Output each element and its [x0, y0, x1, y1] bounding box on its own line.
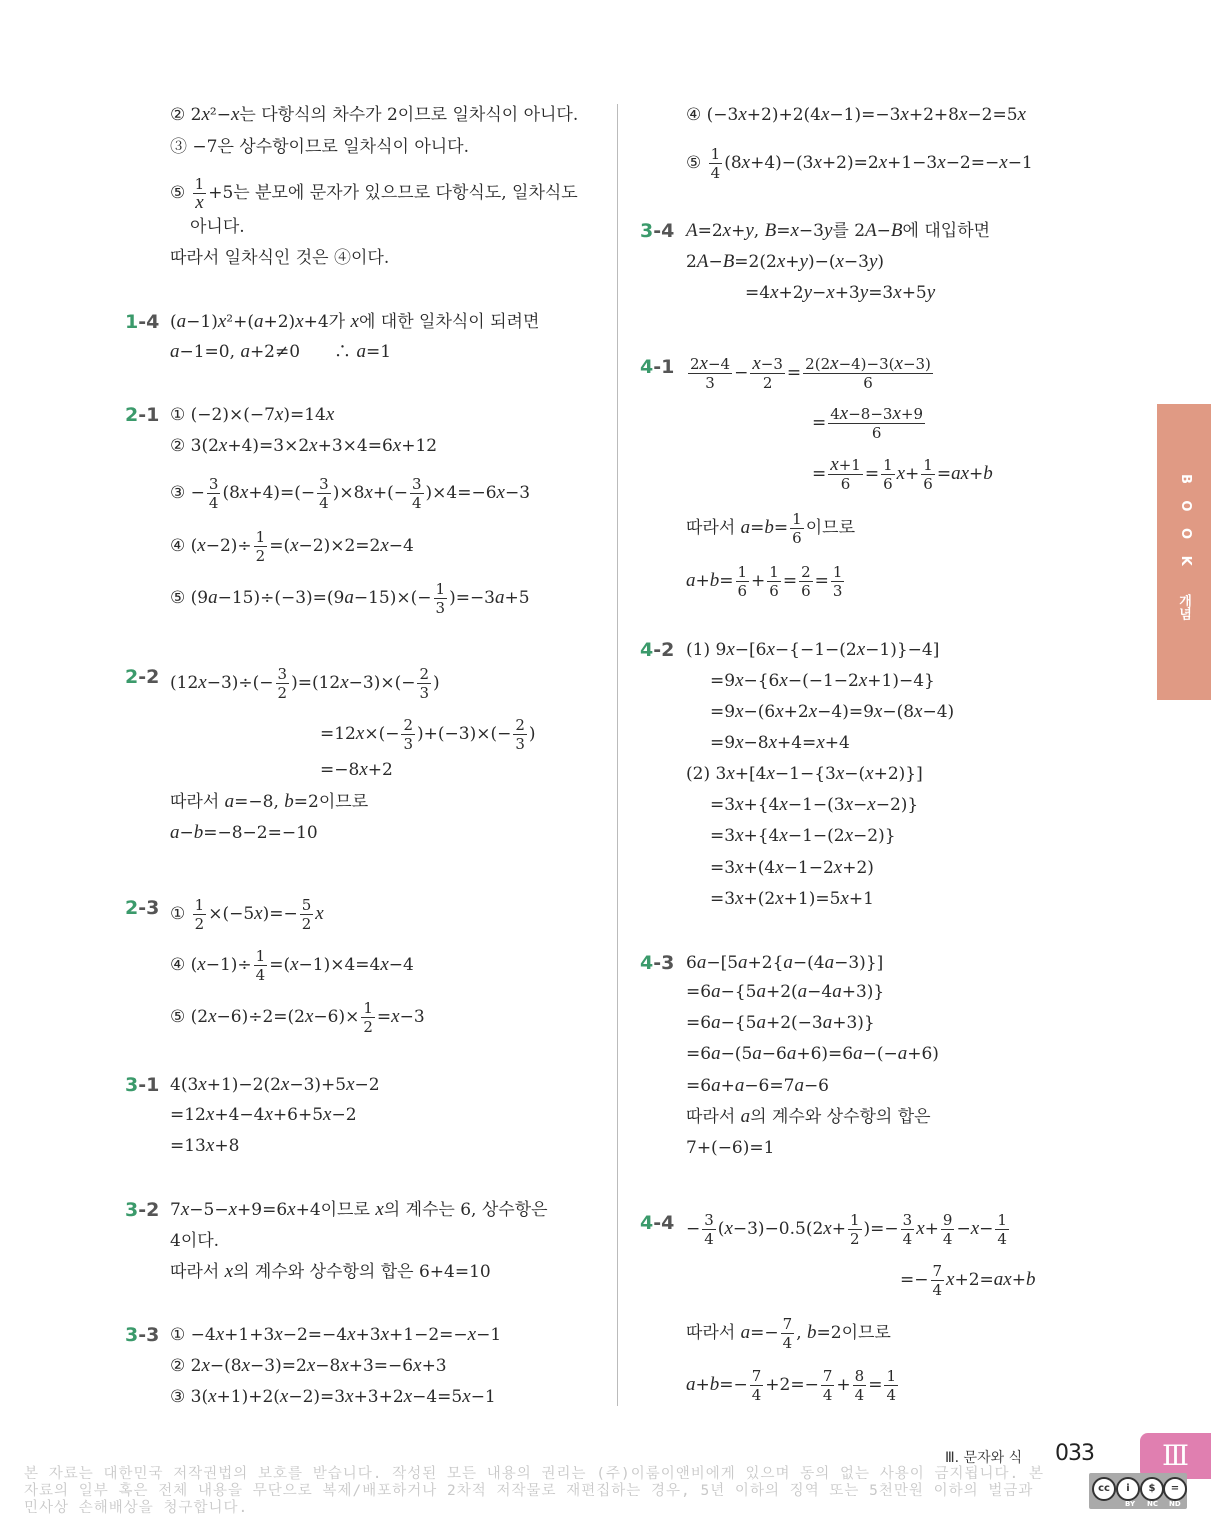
fraction: $\frac{2(2x-4)-3(x-3)}{6}$: [805, 353, 931, 392]
fraction: $\frac{1}{4}$: [255, 947, 266, 984]
solution-line: =12x×(− $\frac{2}{3}$ )+(−3)×(− $\frac{2}{3}$ ): [320, 716, 536, 753]
solution-line: − $\frac{3}{4}$ (x−3)−0.5(2x+ $\frac{1}{2}$ )=− $\frac{3}{4}$ x+ $\frac{9}{4}$ −x− $\frac{1}{4}$: [686, 1211, 1007, 1248]
solution-line: ⑤ $\frac{1}{x}$ +5는 분모에 문자가 있으므로 다항식도, 일차식도: [170, 175, 578, 213]
fraction: $\frac{2}{6}$: [801, 563, 811, 600]
solution-line: = $\frac{x+1}{6}$ = $\frac{1}{6}$ x+ $\frac{1}{6}$ =ax+b: [812, 454, 993, 493]
problem-label: 4-2: [640, 639, 675, 661]
concept-book-tab: [1157, 404, 1211, 700]
solution-line: A=2x+y, B=x−3y를 2A−B에 대입하면: [686, 220, 991, 241]
solution-line: 7+(−6)=1: [686, 1138, 775, 1158]
solution-line: ③ − $\frac{3}{4}$ (8x+4)=(− $\frac{3}{4}$ )×8x+(− $\frac{3}{4}$ )×4=−6x−3: [170, 475, 531, 512]
problem-label: 4-3: [640, 952, 675, 974]
problem-label: 4-1: [640, 356, 675, 378]
concept-label: 개념: [1176, 594, 1191, 620]
solution-line: 따라서 a의 계수와 상수항의 합은: [686, 1106, 931, 1127]
problem-label: 2-1: [125, 404, 160, 426]
solution-line: ⑤ (9a−15)÷(−3)=(9a−15)×(− $\frac{1}{3}$ )=−3a+5: [170, 580, 530, 617]
fraction: $\frac{3}{4}$: [704, 1211, 714, 1248]
solution-line: a−1=0, a+2≠0 ∴ a=1: [170, 341, 392, 362]
solution-line: =3x+{4x−1−(3x−x−2)}: [710, 794, 919, 815]
solution-line: 7x−5−x+9=6x+4이므로 x의 계수는 6, 상수항은: [170, 1199, 548, 1220]
solution-line: 6a−[5a+2{a−(4a−3)}]: [686, 952, 884, 973]
fraction: $\frac{1}{3}$: [832, 563, 843, 600]
chapter-tab: Ⅲ: [1140, 1433, 1211, 1479]
solution-line: 2A−B=2(2x+y)−(x−3y): [686, 251, 885, 272]
fraction: $\frac{3}{4}$: [411, 475, 422, 512]
solution-line: =9x−8x+4=x+4: [710, 732, 850, 753]
solution-line: =− $\frac{7}{4}$ x+2=ax+b: [900, 1262, 1036, 1299]
solution-line: a−b=−8−2=−10: [170, 822, 318, 843]
cc-icon: cc: [1092, 1477, 1116, 1501]
problem-label: 2-2: [125, 666, 160, 688]
solution-line: ⑤ $\frac{1}{4}$ (8x+4)−(3x+2)=2x+1−3x−2=−x−1: [686, 145, 1033, 182]
nc-label: NC: [1147, 1500, 1158, 1508]
solution-line: ③ 3(x+1)+2(x−2)=3x+3+2x−4=5x−1: [170, 1386, 496, 1407]
fraction: $\frac{2}{3}$: [515, 716, 525, 753]
solution-line: (1) 9x−[6x−{−1−(2x−1)}−4]: [686, 639, 940, 660]
cc-license-badge: [1089, 1473, 1187, 1509]
solution-line: ① (−2)×(−7x)=14x: [170, 404, 335, 425]
solution-line: =6a−{5a+2(a−4a+3)}: [686, 981, 885, 1002]
solution-line: 4이다.: [170, 1231, 220, 1251]
fraction: $\frac{2}{3}$: [403, 716, 413, 753]
fraction: $\frac{1}{6}$: [883, 456, 893, 493]
fraction: $\frac{1}{2}$: [255, 528, 266, 565]
fraction: $\frac{x-3}{2}$: [752, 353, 783, 392]
solution-line: =6a−(5a−6a+6)=6a−(−a+6): [686, 1043, 939, 1064]
fraction: $\frac{1}{6}$: [923, 456, 933, 493]
solution-line: ④ (x−2)÷ $\frac{1}{2}$ =(x−2)×2=2x−4: [170, 528, 414, 565]
solution-line: 따라서 a=b= $\frac{1}{6}$ 이므로: [686, 510, 855, 547]
solution-line: 따라서 a=− $\frac{7}{4}$ , b=2이므로: [686, 1315, 891, 1352]
fraction: $\frac{1}{4}$: [710, 145, 721, 182]
solution-line: 따라서 a=−8, b=2이므로: [170, 791, 369, 812]
fraction: $\frac{1}{4}$: [997, 1211, 1007, 1248]
problem-label: 2-3: [125, 897, 160, 919]
problem-label: 3-4: [640, 220, 675, 242]
fraction: $\frac{1}{3}$: [435, 580, 446, 617]
solution-line: (12x−3)÷(− $\frac{3}{2}$ )=(12x−3)×(− $\frac{2}{3}$ ): [170, 665, 440, 702]
fraction: $\frac{5}{2}$: [301, 896, 312, 933]
solution-line: =4x+2y−x+3y=3x+5y: [745, 282, 936, 303]
fraction: $\frac{4x-8-3x+9}{6}$: [830, 403, 924, 442]
solution-line: ① −4x+1+3x−2=−4x+3x+1−2=−x−1: [170, 1324, 502, 1345]
problem-label: 3-3: [125, 1324, 160, 1346]
solution-line: ⑤ (2x−6)÷2=(2x−6)× $\frac{1}{2}$ =x−3: [170, 999, 425, 1036]
solution-line: =3x+(4x−1−2x+2): [710, 857, 874, 878]
solution-line: =12x+4−4x+6+5x−2: [170, 1104, 357, 1125]
problem-label: 3-2: [125, 1199, 160, 1221]
solution-line: a+b= $\frac{1}{6}$ + $\frac{1}{6}$ = $\frac{2}{6}$ = $\frac{1}{3}$: [686, 563, 843, 600]
fraction: $\frac{3}{4}$: [319, 475, 329, 512]
solution-line: ② 2x²−x는 다항식의 차수가 2이므로 일차식이 아니다.: [170, 104, 579, 125]
fraction: $\frac{1}{2}$: [363, 999, 373, 1036]
book-label: B O O K: [1178, 474, 1193, 572]
by-label: BY: [1125, 1500, 1136, 1508]
fraction: $\frac{8}{4}$: [854, 1367, 865, 1404]
noncommercial-icon: $: [1140, 1477, 1164, 1501]
fraction: $\frac{7}{4}$: [932, 1262, 943, 1299]
solution-line: =6a+a−6=7a−6: [686, 1075, 829, 1096]
solution-line: =3x+(2x+1)=5x+1: [710, 888, 874, 909]
problem-label: 4-4: [640, 1212, 675, 1234]
nd-label: ND: [1169, 1500, 1181, 1508]
noderivatives-icon: =: [1163, 1477, 1187, 1501]
fraction: $\frac{x+1}{6}$: [830, 454, 861, 493]
page-number: 033: [1055, 1441, 1094, 1466]
fraction: $\frac{2x-4}{3}$: [690, 353, 731, 392]
solution-line: (2) 3x+[4x−1−{3x−(x+2)}]: [686, 763, 923, 784]
problem-label: 3-1: [125, 1074, 160, 1096]
fraction: $\frac{3}{2}$: [277, 665, 288, 702]
solution-line: ④ (x−1)÷ $\frac{1}{4}$ =(x−1)×4=4x−4: [170, 947, 414, 984]
solution-line: =13x+8: [170, 1135, 240, 1156]
fraction: $\frac{2}{3}$: [419, 665, 430, 702]
fraction: $\frac{1}{x}$: [194, 175, 205, 213]
fraction: $\frac{1}{2}$: [849, 1211, 860, 1248]
solution-line: ③ −7은 상수항이므로 일차식이 아니다.: [170, 137, 469, 157]
solution-line: 아니다.: [190, 217, 245, 237]
fraction: $\frac{7}{4}$: [822, 1367, 833, 1404]
solution-line: =9x−{6x−(−1−2x+1)−4}: [710, 670, 935, 691]
solution-line: 따라서 x의 계수와 상수항의 합은 6+4=10: [170, 1261, 491, 1282]
problem-label: 1-4: [125, 311, 160, 333]
fraction: $\frac{1}{4}$: [886, 1367, 896, 1404]
chapter-title: Ⅲ. 문자와 식: [945, 1450, 1023, 1466]
fraction: $\frac{1}{6}$: [769, 563, 779, 600]
solution-line: =9x−(6x+2x−4)=9x−(8x−4): [710, 701, 955, 722]
copyright-notice: 본 자료는 대한민국 저작권법의 보호를 받습니다. 작성된 모든 내용의 권리는 (주)이룸이앤비에게 있으며 동의 없는 사용이 금지됩니다. 본 자료의 일부 혹은 전체 내용을 무단으로 복제/배포하거나 2차적 저작물로 재편집하는 경우, 5년 이하의 징역 또는 5천만원 이하의 벌금과 민사상 손해배상을 청구합니다.: [24, 1466, 1044, 1516]
solution-line: =3x+{4x−1−(2x−2)}: [710, 825, 896, 846]
solution-line: ② 2x−(8x−3)=2x−8x+3=−6x+3: [170, 1355, 447, 1376]
solution-line: ① $\frac{1}{2}$ ×(−5x)=− $\frac{5}{2}$ x: [170, 896, 324, 933]
column-divider: [617, 104, 618, 1406]
fraction: $\frac{1}{6}$: [737, 563, 748, 600]
solution-line: ④ (−3x+2)+2(4x−1)=−3x+2+8x−2=5x: [686, 104, 1026, 125]
fraction: $\frac{9}{4}$: [942, 1211, 953, 1248]
solution-line: = $\frac{4x-8-3x+9}{6}$: [812, 403, 924, 442]
solution-line: 4(3x+1)−2(2x−3)+5x−2: [170, 1074, 380, 1095]
solution-line: =6a−{5a+2(−3a+3)}: [686, 1012, 875, 1033]
fraction: $\frac{1}{6}$: [792, 510, 802, 547]
fraction: $\frac{3}{4}$: [902, 1211, 913, 1248]
solution-line: 따라서 일차식인 것은 ④이다.: [170, 248, 390, 268]
solution-line: $\frac{2x-4}{3}$ − $\frac{x-3}{2}$ = $\frac{2(2x-4)-3(x-3)}{6}$: [690, 353, 931, 392]
attribution-icon: i: [1116, 1477, 1140, 1501]
fraction: $\frac{3}{4}$: [208, 475, 219, 512]
solution-line: a+b=− $\frac{7}{4}$ +2=− $\frac{7}{4}$ + $\frac{8}{4}$ = $\frac{1}{4}$: [686, 1367, 896, 1404]
fraction: $\frac{7}{4}$: [782, 1315, 793, 1352]
solution-line: =−8x+2: [320, 759, 393, 780]
fraction: $\frac{7}{4}$: [751, 1367, 762, 1404]
fraction: $\frac{1}{2}$: [194, 896, 205, 933]
solution-line: (a−1)x²+(a+2)x+4가 x에 대한 일차식이 되려면: [170, 311, 540, 332]
solution-line: ② 3(2x+4)=3×2x+3×4=6x+12: [170, 435, 438, 456]
